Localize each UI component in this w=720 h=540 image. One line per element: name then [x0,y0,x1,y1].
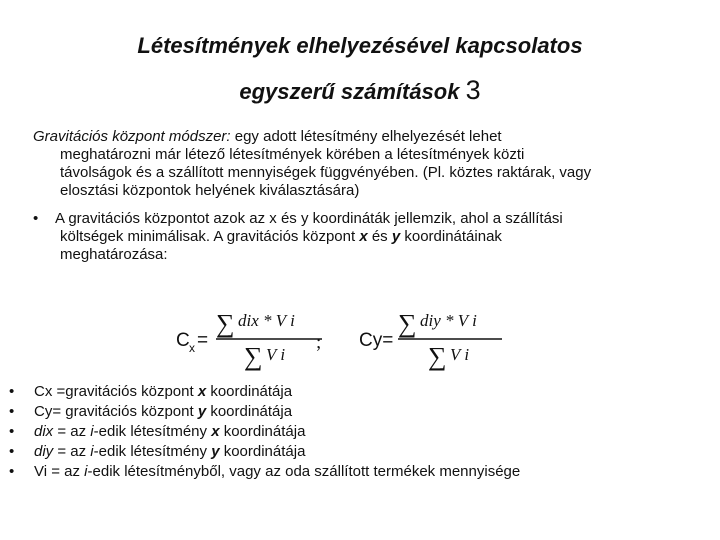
bullet-gravity-center [33,210,693,264]
definitions-list [9,382,709,482]
cx-label: C [176,330,190,351]
list-item [9,422,709,442]
list-item [9,462,709,482]
bullet1-line-3: meghatározása: [60,246,168,263]
bullet1-line-2 [33,228,693,246]
cx-subscript: x [189,341,195,355]
bullet-dot: • [33,210,39,227]
def-text: = az [53,423,91,440]
def-diy [34,442,305,462]
bullet-dot: • [9,463,15,480]
num-x: dix * V i [238,311,295,330]
def-cx [34,382,292,402]
def-dix [34,422,305,442]
def-symbol: x [211,423,220,440]
sum-symbol-num-y: ∑ [398,309,417,338]
title-line-2 [0,75,720,106]
den-y: V i [450,345,470,364]
def-text: = az [53,443,91,460]
bullet1-line-2-text: költségek minimálisak. A gravitációs központ [60,228,360,245]
bullet1-line-1-text: A gravitációs központot azok az x és y koordináták jellemzik, ahol a szállítási [55,210,563,227]
bullet-dot: • [9,443,15,460]
index-i: i [84,463,88,480]
list-item [9,382,709,402]
def-text: Cy= gravitációs központ [34,403,198,420]
intro-line-1 [33,128,693,146]
intro-line-3: távolságok és a szállított mennyiségek függvényében. (Pl. köztes raktárak, vagy [60,164,592,181]
cx-equals: = [197,330,209,351]
def-text-end: koordinátája [219,443,306,460]
def-text-end: koordinátája [206,403,293,420]
def-text-mid: -edik létesítményből, vagy az oda szállított termékek mennyisége [87,463,521,480]
cy-label: Cy= [359,330,394,351]
sum-symbol-den-x: ∑ [244,342,263,371]
bullet1-line-2-end: koordinátáinak [400,228,502,245]
den-x: V i [266,345,286,364]
def-variable: dix [34,423,54,440]
method-name: Gravitációs központ módszer: [33,128,231,145]
def-text-mid: -edik létesítmény [93,423,212,440]
def-text-end: koordinátája [206,383,293,400]
num-y: diy * V i [420,311,477,330]
index-i: i [90,423,94,440]
def-symbol: y [211,443,220,460]
def-vi [34,462,520,482]
intro-paragraph [33,128,693,200]
and-word: és [367,228,392,245]
intro-line-1-text: egy adott létesítmény elhelyezését lehet [230,128,502,145]
def-symbol: y [197,403,207,420]
def-text-end: koordinátája [219,423,306,440]
title-number: 3 [465,75,481,105]
sum-symbol-num-x: ∑ [216,309,235,338]
bullet-dot: • [9,383,15,400]
def-symbol: x [197,383,207,400]
list-item [9,402,709,422]
def-variable: diy [34,443,54,460]
bullet1-line-1 [33,210,693,228]
title-line-1: Létesítmények elhelyezésével kapcsolatos [137,33,583,58]
index-i: i [90,443,94,460]
y-symbol: y [391,228,401,245]
intro-line-2: meghatározni már létező létesítmények körében a létesítmények közti [60,146,525,163]
separator: ; [316,332,322,353]
def-text: Cx =gravitációs központ [34,383,198,400]
gravity-center-formula [176,302,516,372]
list-item [9,442,709,462]
def-text-mid: -edik létesítmény [93,443,212,460]
intro-line-4: elosztási központok helyének kiválasztására) [60,182,360,199]
def-cy [34,402,292,422]
title-line-2-text: egyszerű számítások [239,79,460,104]
sum-symbol-den-y: ∑ [428,342,447,371]
bullet-dot: • [9,403,15,420]
bullet-dot: • [9,423,15,440]
def-text: Vi = az [34,463,85,480]
x-symbol: x [359,228,368,245]
